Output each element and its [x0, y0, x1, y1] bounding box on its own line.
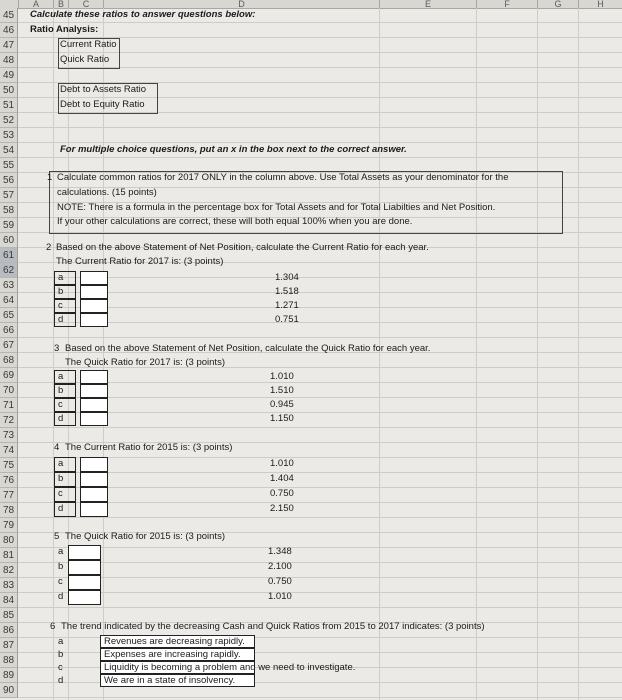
row-header-45[interactable]: 45	[0, 8, 18, 23]
q4-line1: The Current Ratio for 2015 is: (3 points)	[65, 442, 233, 453]
col-header-g[interactable]: G	[538, 0, 579, 9]
answer-checkbox-a[interactable]	[68, 545, 101, 560]
option-letter-cell	[54, 370, 76, 384]
sheet-row	[18, 398, 622, 413]
row-header-47[interactable]: 47	[0, 38, 18, 53]
option-value: 1.271	[275, 300, 299, 311]
option-value: 1.348	[268, 546, 292, 557]
row-header-54[interactable]: 54	[0, 143, 18, 158]
row-header-61[interactable]: 61	[0, 248, 18, 263]
option-letter: b	[58, 649, 64, 660]
row-header-71[interactable]: 71	[0, 398, 18, 413]
row-header-53[interactable]: 53	[0, 128, 18, 143]
option-letter-cell	[54, 457, 76, 472]
option-value: 1.150	[270, 413, 294, 424]
option-value: 2.150	[270, 503, 294, 514]
sheet-row	[18, 458, 622, 473]
option-letter: d	[58, 314, 64, 325]
option-letter: d	[58, 503, 64, 514]
row-header-51[interactable]: 51	[0, 98, 18, 113]
row-header-49[interactable]: 49	[0, 68, 18, 83]
option-value: Expenses are increasing rapidly.	[104, 649, 241, 660]
option-letter-cell	[54, 412, 76, 426]
option-letter-cell	[54, 487, 76, 502]
option-letter: d	[58, 413, 64, 424]
sheet-row	[18, 293, 622, 308]
q2-number: 2	[46, 242, 52, 253]
option-letter: a	[58, 458, 64, 469]
row-header-88[interactable]: 88	[0, 653, 18, 668]
option-letter-cell	[54, 271, 76, 285]
col-header-d[interactable]: D	[104, 0, 380, 9]
answer-checkbox-c[interactable]	[80, 299, 108, 313]
answer-checkbox-a[interactable]	[80, 457, 108, 472]
option-letter-cell	[54, 398, 76, 412]
q3-line1: Based on the above Statement of Net Position, calculate the Quick Ratio for each year.	[65, 343, 431, 354]
row-header-85[interactable]: 85	[0, 608, 18, 623]
row-header-62[interactable]: 62	[0, 263, 18, 278]
row-header-58[interactable]: 58	[0, 203, 18, 218]
option-letter: a	[58, 636, 64, 647]
col-header-a[interactable]: A	[19, 0, 54, 9]
col-header-h[interactable]: H	[579, 0, 622, 9]
q6-line1: The trend indicated by the decreasing Cash and Quick Ratios from 2015 to 2017 indicates: (3 points)	[61, 621, 485, 632]
q1-line3: NOTE: There is a formula in the percentage box for Total Assets and for Total Liabilties and Net Position.	[57, 202, 496, 213]
col-header-b[interactable]: B	[54, 0, 69, 9]
row-header-80[interactable]: 80	[0, 533, 18, 548]
option-letter-cell	[54, 299, 76, 313]
q3-number: 3	[54, 343, 60, 354]
q2-line2: The Current Ratio for 2017 is: (3 points)	[56, 256, 224, 267]
q6-number: 6	[50, 621, 56, 632]
sheet-row	[18, 23, 622, 38]
row-header-52[interactable]: 52	[0, 113, 18, 128]
debt-to-equity-label: Debt to Equity Ratio	[60, 99, 145, 110]
sheet-row	[18, 473, 622, 488]
option-letter: d	[58, 591, 64, 602]
option-letter: c	[58, 576, 63, 587]
col-header-f[interactable]: F	[477, 0, 538, 9]
ratio-analysis-label: Ratio Analysis:	[30, 24, 99, 35]
option-letter: a	[58, 371, 64, 382]
answer-checkbox-a[interactable]	[80, 271, 108, 285]
row-header-70[interactable]: 70	[0, 383, 18, 398]
sheet-row	[18, 323, 622, 338]
col-header-e[interactable]: E	[380, 0, 477, 9]
option-value: 1.010	[270, 458, 294, 469]
col-header-c[interactable]: C	[69, 0, 104, 9]
row-header-86[interactable]: 86	[0, 623, 18, 638]
row-header-55[interactable]: 55	[0, 158, 18, 173]
answer-checkbox-c[interactable]	[68, 575, 101, 590]
option-letter-cell	[54, 285, 76, 299]
option-value: Revenues are decreasing rapidly.	[104, 636, 245, 647]
option-letter: d	[58, 675, 64, 686]
option-value: 1.518	[275, 286, 299, 297]
row-header-79[interactable]: 79	[0, 518, 18, 533]
row-header-68[interactable]: 68	[0, 353, 18, 368]
option-letter-cell	[54, 502, 76, 517]
answer-checkbox-d[interactable]	[80, 412, 108, 426]
answer-checkbox-c[interactable]	[80, 487, 108, 502]
row-header-64[interactable]: 64	[0, 293, 18, 308]
option-letter: b	[58, 385, 64, 396]
q1-line2: calculations. (15 points)	[57, 187, 157, 198]
q1-number: 1	[47, 172, 53, 183]
option-value: 0.945	[270, 399, 294, 410]
answer-checkbox-a[interactable]	[80, 370, 108, 384]
row-header-77[interactable]: 77	[0, 488, 18, 503]
sheet-row	[18, 578, 622, 593]
sheet-row	[18, 428, 622, 443]
option-value: 1.510	[270, 385, 294, 396]
row-header-73[interactable]: 73	[0, 428, 18, 443]
option-value: 2.100	[268, 561, 292, 572]
option-letter: c	[58, 662, 63, 673]
answer-checkbox-b[interactable]	[68, 560, 101, 575]
row-header-72[interactable]: 72	[0, 413, 18, 428]
row-header-74[interactable]: 74	[0, 443, 18, 458]
q3-line2: The Quick Ratio for 2017 is: (3 points)	[65, 357, 225, 368]
option-value: Liquidity is becoming a problem and we need to investigate.	[104, 662, 356, 673]
option-letter-cell	[54, 472, 76, 487]
answer-checkbox-b[interactable]	[80, 384, 108, 398]
row-header-67[interactable]: 67	[0, 338, 18, 353]
option-value: 0.750	[268, 576, 292, 587]
row-header-87[interactable]: 87	[0, 638, 18, 653]
answer-checkbox-d[interactable]	[80, 313, 108, 327]
sheet-row	[18, 593, 622, 608]
option-value: 1.304	[275, 272, 299, 283]
answer-checkbox-c[interactable]	[80, 398, 108, 412]
option-letter: b	[58, 473, 64, 484]
q4-number: 4	[54, 442, 60, 453]
quick-ratio-label: Quick Ratio	[60, 54, 110, 65]
answer-checkbox-b[interactable]	[80, 285, 108, 299]
option-letter: c	[58, 488, 63, 499]
row-header-84[interactable]: 84	[0, 593, 18, 608]
option-letter: b	[58, 561, 64, 572]
option-letter: c	[58, 399, 63, 410]
row-header-78[interactable]: 78	[0, 503, 18, 518]
sheet-row	[18, 68, 622, 83]
row-header-50[interactable]: 50	[0, 83, 18, 98]
row-header-83[interactable]: 83	[0, 578, 18, 593]
debt-to-assets-label: Debt to Assets Ratio	[60, 84, 147, 95]
q1-line1: Calculate common ratios for 2017 ONLY in the column above. Use Total Assets as your denominator for the	[57, 172, 509, 183]
option-letter-cell	[54, 384, 76, 398]
answer-checkbox-b[interactable]	[80, 472, 108, 487]
option-letter: b	[58, 286, 64, 297]
sheet-row	[18, 278, 622, 293]
row-header-89[interactable]: 89	[0, 668, 18, 683]
row-header-66[interactable]: 66	[0, 323, 18, 338]
row-header-60[interactable]: 60	[0, 233, 18, 248]
sheet-row	[18, 113, 622, 128]
answer-checkbox-d[interactable]	[68, 590, 101, 605]
current-ratio-label: Current Ratio	[60, 39, 117, 50]
option-value: 1.010	[270, 371, 294, 382]
row-header-82[interactable]: 82	[0, 563, 18, 578]
option-letter: c	[58, 300, 63, 311]
sheet-row	[18, 563, 622, 578]
sheet-row	[18, 128, 622, 143]
option-letter: a	[58, 546, 64, 557]
row-header-76[interactable]: 76	[0, 473, 18, 488]
sheet-row	[18, 413, 622, 428]
row-header-75[interactable]: 75	[0, 458, 18, 473]
option-letter: a	[58, 272, 64, 283]
row-header-56[interactable]: 56	[0, 173, 18, 188]
sheet-row	[18, 383, 622, 398]
sheet-row	[18, 503, 622, 518]
option-value: 1.010	[268, 591, 292, 602]
q5-number: 5	[54, 531, 60, 542]
answer-checkbox-d[interactable]	[80, 502, 108, 517]
instruction-text: Calculate these ratios to answer questions below:	[30, 9, 256, 20]
sheet-row	[18, 488, 622, 503]
option-value: 1.404	[270, 473, 294, 484]
option-value: 0.751	[275, 314, 299, 325]
row-header-59[interactable]: 59	[0, 218, 18, 233]
option-value: We are in a state of insolvency.	[104, 675, 236, 686]
q5-line1: The Quick Ratio for 2015 is: (3 points)	[65, 531, 225, 542]
q1-line4: If your other calculations are correct, these will both equal 100% when you are done.	[57, 216, 413, 227]
row-header-46[interactable]: 46	[0, 23, 18, 38]
option-letter-cell	[54, 313, 76, 327]
row-header-69[interactable]: 69	[0, 368, 18, 383]
multiple-choice-instruction: For multiple choice questions, put an x in the box next to the correct answer.	[60, 144, 407, 155]
row-header-48[interactable]: 48	[0, 53, 18, 68]
row-header-90[interactable]: 90	[0, 683, 18, 698]
sheet-row	[18, 368, 622, 383]
row-header-65[interactable]: 65	[0, 308, 18, 323]
row-header-81[interactable]: 81	[0, 548, 18, 563]
option-value: 0.750	[270, 488, 294, 499]
row-header-63[interactable]: 63	[0, 278, 18, 293]
q2-line1: Based on the above Statement of Net Position, calculate the Current Ratio for each year.	[56, 242, 429, 253]
row-header-57[interactable]: 57	[0, 188, 18, 203]
sheet-row	[18, 308, 622, 323]
sheet-row	[18, 548, 622, 563]
